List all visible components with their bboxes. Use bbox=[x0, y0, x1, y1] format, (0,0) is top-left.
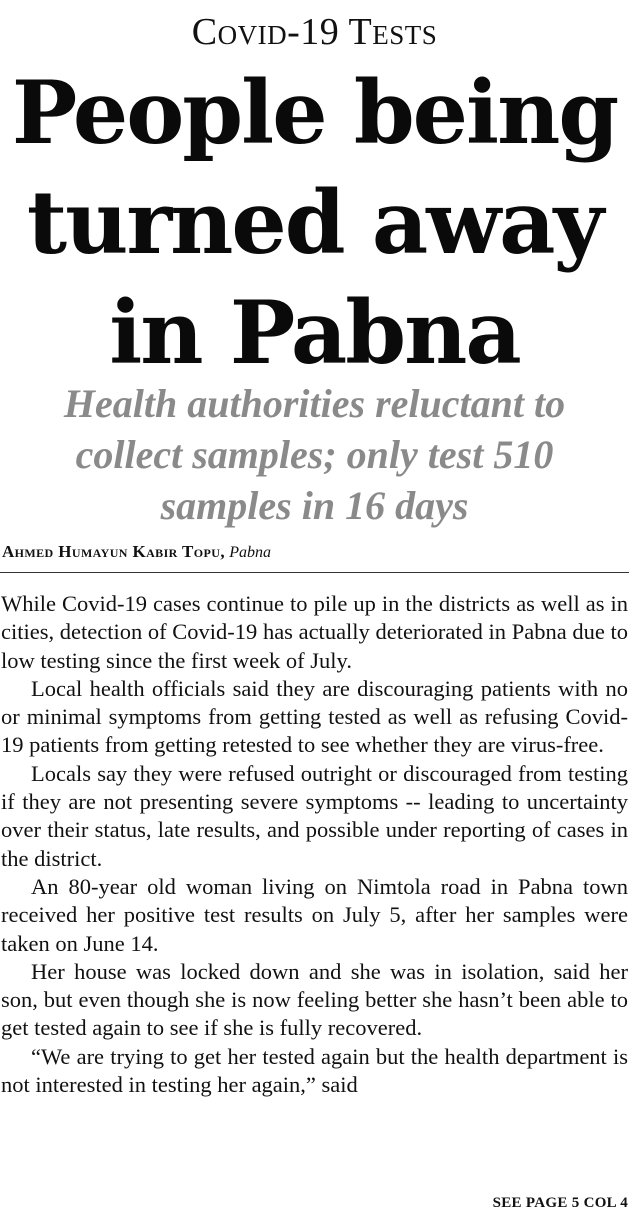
article-paragraph: While Covid-19 cases continue to pile up in the districts as well as in cities, detection of Covid-19 has actually deteriorated in Pabna due to low testing since the first week of July. bbox=[1, 591, 628, 673]
subheadline-line: samples in 16 days bbox=[160, 483, 469, 528]
byline bbox=[2, 540, 271, 565]
article-paragraph: Her house was locked down and she was in isolation, said her son, but even though she is now feeling better she hasn’t been able to get tested again to see if she is fully recovered. bbox=[1, 958, 628, 1041]
continuation-jump-line: SEE PAGE 5 COL 4 bbox=[492, 1195, 628, 1211]
headline bbox=[0, 58, 629, 388]
byline-divider bbox=[0, 572, 629, 573]
subheadline-line: Health authorities reluctant to bbox=[63, 381, 566, 426]
headline-line: in Pabna bbox=[109, 281, 520, 384]
subheadline bbox=[0, 378, 629, 531]
article-body bbox=[1, 590, 628, 1099]
kicker: Covid-19 Tests bbox=[191, 11, 438, 53]
article-paragraph: Locals say they were refused outright or discouraged from testing if they are not presenting severe symptoms -- leading to uncertainty over their status, late results, and possible under reporting of cases in the district. bbox=[1, 760, 628, 871]
headline-line: turned away bbox=[26, 171, 603, 274]
article-paragraph: Local health officials said they are discouraging patients with no or minimal symptoms from getting tested as well as refusing Covid-19 patients from getting retested to see whether they are virus-free. bbox=[1, 675, 628, 758]
byline-location: Pabna bbox=[229, 544, 272, 561]
headline-line: People being bbox=[11, 61, 618, 164]
byline-author: Ahmed Humayun Kabir Topu, bbox=[2, 542, 225, 561]
article-paragraph: “We are trying to get her tested again but the health department is not interested in testing her again,” said bbox=[1, 1043, 628, 1098]
article-paragraph: An 80-year old woman living on Nimtola road in Pabna town received her positive test results on July 5, after her samples were taken on June 14. bbox=[1, 873, 628, 956]
subheadline-line: collect samples; only test 510 bbox=[75, 432, 554, 477]
